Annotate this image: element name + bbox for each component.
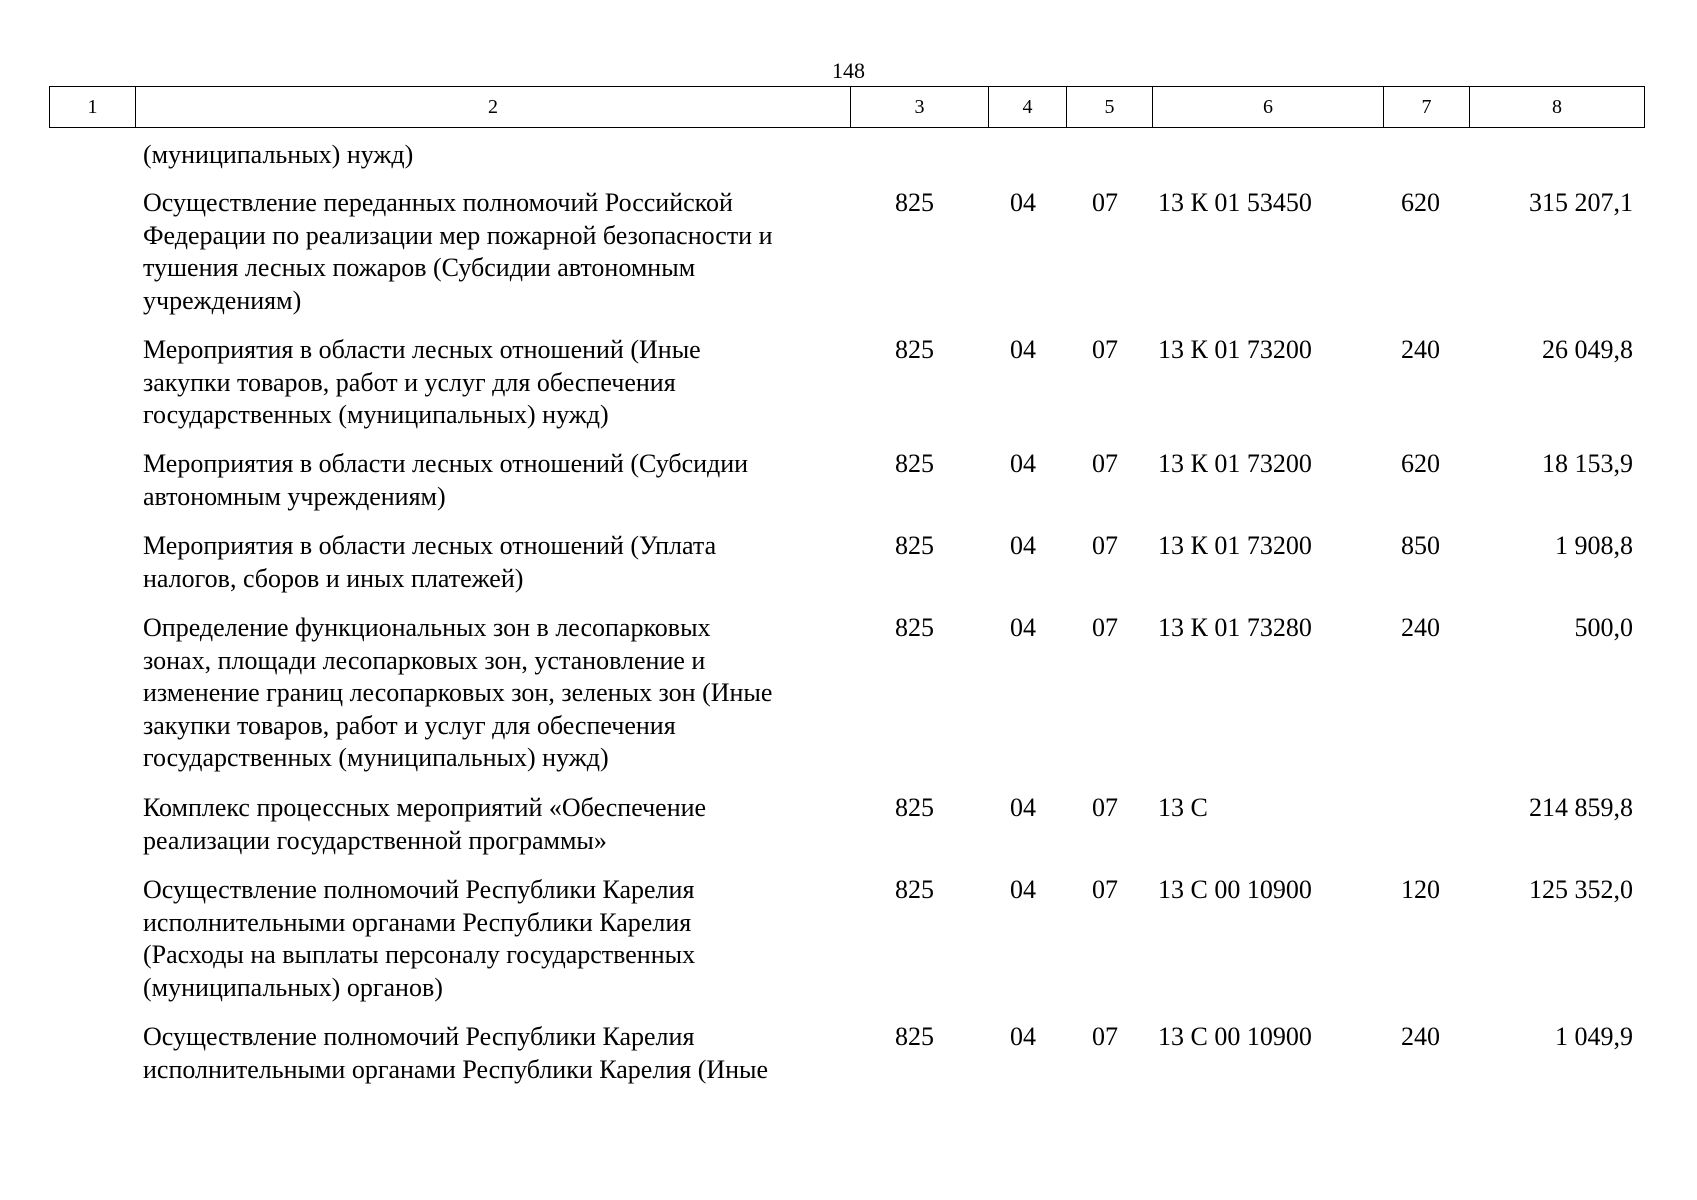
row-col-3: 825 xyxy=(895,875,934,904)
row-col-8: 1 908,8 xyxy=(1555,531,1633,560)
row-col-6: 13 К 01 53450 xyxy=(1158,188,1312,217)
column-header-2: 2 xyxy=(136,87,851,128)
continuation-text: (муниципальных) нужд) xyxy=(143,140,414,169)
row-col-4: 04 xyxy=(1010,793,1036,822)
row-col-5: 07 xyxy=(1092,1022,1118,1051)
column-header-7: 7 xyxy=(1384,87,1470,128)
row-col-5: 07 xyxy=(1092,335,1118,364)
row-col-3: 825 xyxy=(895,613,934,642)
column-header-4: 4 xyxy=(989,87,1067,128)
row-col-7: 240 xyxy=(1401,335,1440,364)
page-number: 148 xyxy=(832,58,865,83)
column-header-5: 5 xyxy=(1067,87,1153,128)
column-header-3: 3 xyxy=(851,87,989,128)
row-col-8: 214 859,8 xyxy=(1529,793,1633,822)
row-col-5: 07 xyxy=(1092,531,1118,560)
row-col-5: 07 xyxy=(1092,875,1118,904)
row-description: Осуществление полномочий Республики Карелия исполнительными органами Республики Карелия (Расходы на выплаты персоналу государственных (муниципальных) органов) xyxy=(143,875,696,1002)
row-col-7: 120 xyxy=(1401,875,1440,904)
column-header-6: 6 xyxy=(1153,87,1384,128)
row-col-4: 04 xyxy=(1010,449,1036,478)
row-col-4: 04 xyxy=(1010,531,1036,560)
row-col-8: 26 049,8 xyxy=(1542,335,1633,364)
row-col-3: 825 xyxy=(895,335,934,364)
column-header-1: 1 xyxy=(50,87,136,128)
row-col-5: 07 xyxy=(1092,793,1118,822)
row-col-5: 07 xyxy=(1092,188,1118,217)
row-col-6: 13 К 01 73200 xyxy=(1158,335,1312,364)
row-col-3: 825 xyxy=(895,793,934,822)
row-col-4: 04 xyxy=(1010,1022,1036,1051)
row-col-8: 125 352,0 xyxy=(1529,875,1633,904)
row-col-5: 07 xyxy=(1092,613,1118,642)
column-header-8: 8 xyxy=(1470,87,1645,128)
row-col-7: 240 xyxy=(1401,613,1440,642)
column-header-table xyxy=(49,86,1645,128)
row-col-8: 315 207,1 xyxy=(1529,188,1633,217)
row-description: Мероприятия в области лесных отношений (Иные закупки товаров, работ и услуг для обеспечения государственных (муниципальных) нужд) xyxy=(143,335,701,429)
row-description: Мероприятия в области лесных отношений (Уплата налогов, сборов и иных платежей) xyxy=(143,531,717,593)
row-description: Осуществление полномочий Республики Карелия исполнительными органами Республики Карелия (Иные xyxy=(143,1022,769,1084)
row-col-6: 13 К 01 73200 xyxy=(1158,449,1312,478)
row-col-5: 07 xyxy=(1092,449,1118,478)
row-col-8: 1 049,9 xyxy=(1555,1022,1633,1051)
row-col-3: 825 xyxy=(895,449,934,478)
row-col-6: 13 С 00 10900 xyxy=(1158,875,1312,904)
row-col-4: 04 xyxy=(1010,188,1036,217)
row-col-4: 04 xyxy=(1010,335,1036,364)
row-col-6: 13 С xyxy=(1158,793,1208,822)
header-row xyxy=(50,87,1645,128)
row-col-7: 850 xyxy=(1401,531,1440,560)
row-description: Мероприятия в области лесных отношений (Субсидии автономным учреждениям) xyxy=(143,449,749,511)
row-description: Осуществление переданных полномочий Российской Федерации по реализации мер пожарной безопасности и тушения лесных пожаров (Субсидии автономным учреждениям) xyxy=(143,188,773,315)
row-description: Определение функциональных зон в лесопарковых зонах, площади лесопарковых зон, установление и изменение границ лесопарковых зон, зеленых зон (Иные закупки товаров, работ и услуг для обеспечения государственных (муниципальных) нужд) xyxy=(143,613,773,772)
row-col-7: 240 xyxy=(1401,1022,1440,1051)
row-col-7: 620 xyxy=(1401,188,1440,217)
row-col-8: 18 153,9 xyxy=(1542,449,1633,478)
row-col-3: 825 xyxy=(895,188,934,217)
row-col-8: 500,0 xyxy=(1574,613,1633,642)
row-col-6: 13 К 01 73280 xyxy=(1158,613,1312,642)
row-col-4: 04 xyxy=(1010,613,1036,642)
row-col-7: 620 xyxy=(1401,449,1440,478)
row-col-3: 825 xyxy=(895,1022,934,1051)
row-col-3: 825 xyxy=(895,531,934,560)
row-description: Комплекс процессных мероприятий «Обеспечение реализации государственной программы» xyxy=(143,793,707,855)
row-col-6: 13 С 00 10900 xyxy=(1158,1022,1312,1051)
row-col-4: 04 xyxy=(1010,875,1036,904)
row-col-6: 13 К 01 73200 xyxy=(1158,531,1312,560)
